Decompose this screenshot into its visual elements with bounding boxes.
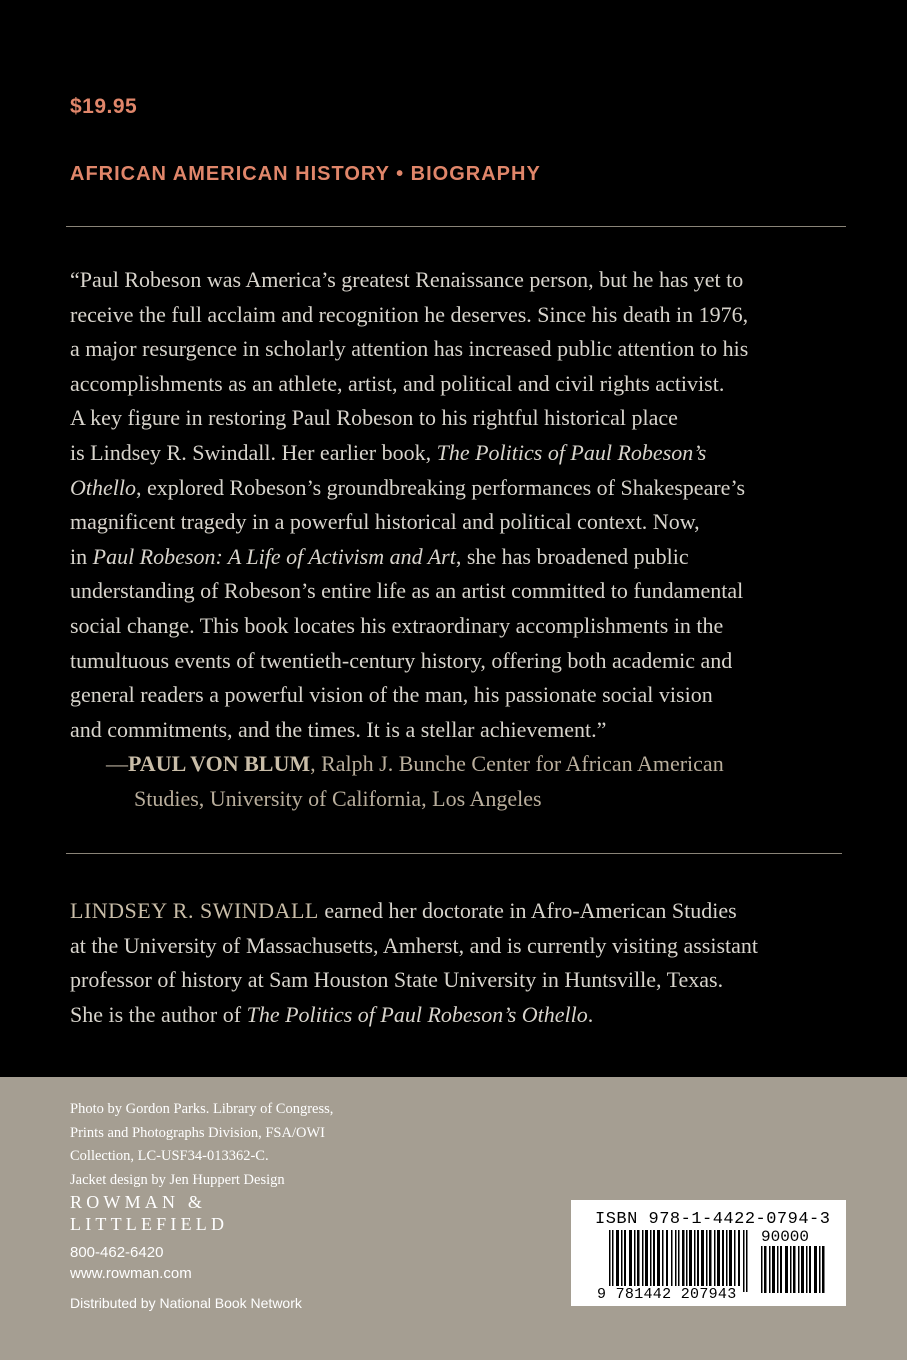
photo-credits (70, 1098, 380, 1192)
attribution-dash: — (106, 751, 128, 776)
credit-line: Photo by Gordon Parks. Library of Congress, (70, 1101, 334, 1117)
barcode-digits: 9 781442 207943 (597, 1286, 737, 1303)
endorser-affiliation: , Ralph J. Bunche Center for African American (310, 751, 724, 776)
quote-line: A key figure in restoring Paul Robeson to his rightful historical place (70, 405, 678, 431)
author-name: LINDSEY R. SWINDALL (70, 898, 319, 923)
publisher-name-line: LITTLEFIELD (70, 1214, 229, 1234)
quote-line: tumultuous events of twentieth-century history, offering both academic and (70, 647, 733, 673)
bio-line (70, 998, 850, 1033)
bio-text: . (587, 1001, 594, 1027)
publisher-contact (70, 1242, 192, 1284)
quote-text: , she has broadened public (455, 543, 689, 569)
quote-line (70, 436, 850, 471)
endorsement-quote (70, 263, 850, 747)
book-title: The Politics of Paul Robeson’s (436, 439, 707, 465)
quote-line: general readers a powerful vision of the man, his passionate social vision (70, 682, 713, 708)
quote-text: , explored Robeson’s groundbreaking performances of Shakespeare’s (136, 474, 746, 500)
book-title: The Politics of Paul Robeson’s Othello (246, 1001, 588, 1027)
credit-line: Jacket design by Jen Huppert Design (70, 1171, 285, 1188)
barcode-addon-number: 90000 (761, 1228, 810, 1246)
quote-text: is Lindsey R. Swindall. Her earlier book, (70, 439, 437, 465)
endorser-name: PAUL VON BLUM (128, 751, 311, 776)
quote-line: a major resurgence in scholarly attention has increased public attention to his (70, 336, 749, 362)
category-label: AFRICAN AMERICAN HISTORY • BIOGRAPHY (70, 163, 541, 185)
publisher-name-line: ROWMAN & (70, 1192, 207, 1212)
endorser-affiliation: Studies, University of California, Los Angeles (134, 785, 542, 811)
credit-line: Prints and Photographs Division, FSA/OWI (70, 1124, 325, 1141)
bio-text: earned her doctorate in Afro-American Studies (318, 898, 737, 923)
isbn-number: ISBN 978-1-4422-0794-3 (595, 1210, 831, 1229)
barcode-addon-bars-icon (761, 1246, 827, 1293)
author-bio (70, 894, 850, 1032)
quote-line: receive the full acclaim and recognition he deserves. Since his death in 1976, (70, 301, 749, 327)
quote-attribution (106, 747, 826, 816)
bio-line: professor of history at Sam Houston State University in Huntsville, Texas. (70, 967, 724, 993)
quote-line: magnificent tragedy in a powerful historical and political context. Now, (70, 509, 700, 535)
publisher-logo (70, 1191, 228, 1235)
isbn-barcode (571, 1200, 846, 1306)
credit-line: Collection, LC-USF34-013362-C. (70, 1148, 269, 1164)
phone-number: 800-462-6420 (70, 1244, 164, 1261)
divider-top (66, 226, 846, 227)
quote-text: in (70, 543, 93, 569)
divider-middle (66, 853, 842, 854)
quote-line (70, 471, 850, 506)
distributor-note: Distributed by National Book Network (70, 1295, 302, 1311)
price: $19.95 (70, 95, 138, 118)
book-title: Othello (70, 474, 136, 500)
bio-text: She is the author of (70, 1001, 247, 1027)
quote-line: accomplishments as an athlete, artist, and political and civil rights activist. (70, 370, 725, 396)
attribution-line (106, 747, 826, 782)
quote-line: and commitments, and the times. It is a stellar achievement.” (70, 716, 607, 742)
barcode-bars-icon (609, 1230, 749, 1292)
quote-line (70, 540, 850, 575)
bio-line: at the University of Massachusetts, Amherst, and is currently visiting assistant (70, 932, 759, 958)
book-title: Paul Robeson: A Life of Activism and Art (92, 543, 456, 569)
quote-line: understanding of Robeson’s entire life as an artist committed to fundamental (70, 578, 744, 604)
quote-line: social change. This book locates his extraordinary accomplishments in the (70, 612, 724, 638)
website-link[interactable]: www.rowman.com (70, 1265, 192, 1282)
quote-line: “Paul Robeson was America’s greatest Renaissance person, but he has yet to (70, 267, 744, 292)
bio-line (70, 894, 850, 929)
